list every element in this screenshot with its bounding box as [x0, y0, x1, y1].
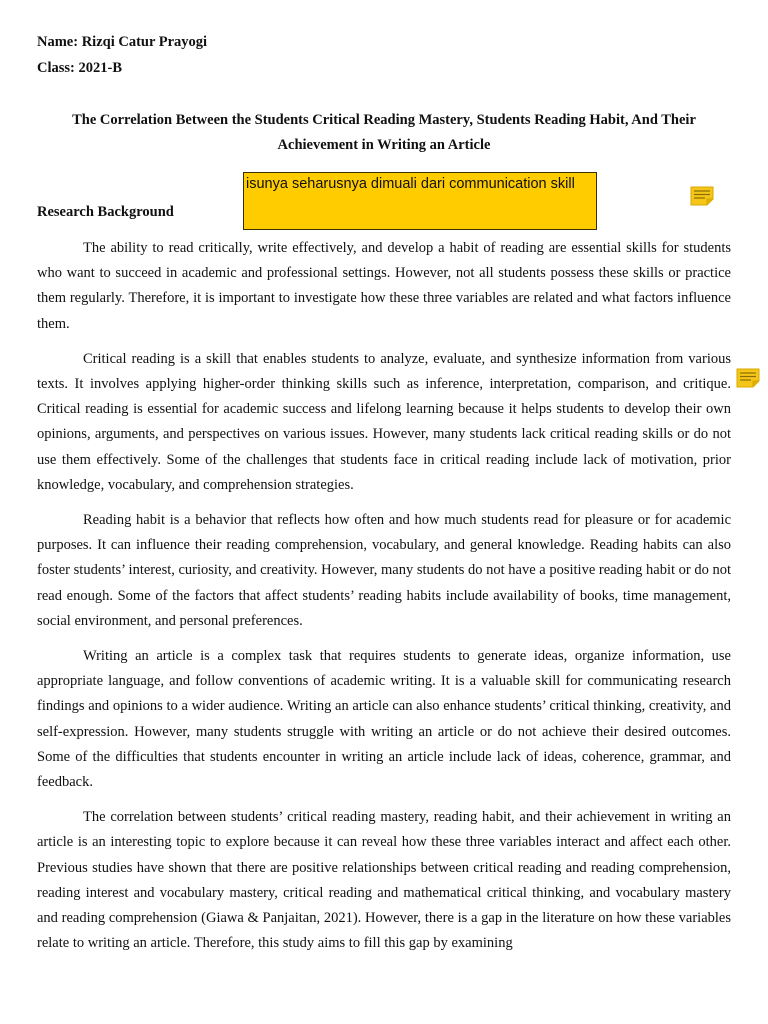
student-name: Name: Rizqi Catur Prayogi — [37, 34, 208, 50]
comment-note-icon[interactable] — [690, 186, 714, 206]
body-text — [37, 236, 731, 966]
student-class: Class: 2021-B — [37, 60, 122, 76]
paragraph: Reading habit is a behavior that reflects how often and how much students read for pleasure or for academic purposes. It can influence their reading comprehension, vocabulary, and general knowledge. Reading habits can also foster students’ interest, curiosity, and creativity. However, many students do not have a positive reading habit or do not read enough. Some of the factors that affect students’ reading habits include availability of books, time management, social environment, and personal preferences. — [37, 512, 731, 629]
paragraph: Critical reading is a skill that enables students to analyze, evaluate, and synthesize information from various texts. It involves applying higher-order thinking skills such as inference, interpretation, comparison, and critique. Critical reading is essential for academic success and lifelong learning because it helps students to develop their own opinions, arguments, and perspectives on various issues. However, many students lack critical reading skills or do not use them effectively. Some of the challenges that students face in critical reading include lack of motivation, prior knowledge, vocabulary, and comprehension strategies. — [37, 350, 731, 493]
paragraph: The correlation between students’ critical reading mastery, reading habit, and their achievement in writing an article is an interesting topic to explore because it can reveal how these three variables interact and affect each other. Previous studies have shown that there are positive relationships between critical reading and reading comprehension, reading interest and vocabulary mastery, critical reading and mathematical critical thinking, and vocabulary mastery and reading comprehension (Giawa & Panjaitan, 2021). However, there is a gap in the literature on how these variables relate to writing an article. Therefore, this study aims to fill this gap by examining — [37, 809, 731, 952]
section-heading: Research Background — [37, 204, 174, 220]
paragraph: The ability to read critically, write effectively, and develop a habit of reading are essential skills for students who want to succeed in academic and professional settings. However, not all students possess these skills or practice them regularly. Therefore, it is important to investigate how these three variables are related and what factors influence them. — [37, 240, 731, 332]
document-title: The Correlation Between the Students Critical Reading Mastery, Students Reading Habit, And Their Achievement in Writing an Article — [72, 112, 696, 153]
comment-annotation[interactable]: isunya seharusnya dimuali dari communication skill — [243, 172, 597, 230]
paragraph: Writing an article is a complex task that requires students to generate ideas, organize information, use appropriate language, and follow conventions of academic writing. It is a valuable skill for communicating research findings and opinions to a wider audience. Writing an article can also enhance students’ critical thinking, creativity, and self-expression. However, many students struggle with writing an article or do not achieve their desired outcomes. Some of the difficulties that students encounter in writing an article include lack of ideas, coherence, grammar, and feedback. — [37, 648, 731, 791]
comment-note-icon[interactable] — [736, 368, 760, 388]
